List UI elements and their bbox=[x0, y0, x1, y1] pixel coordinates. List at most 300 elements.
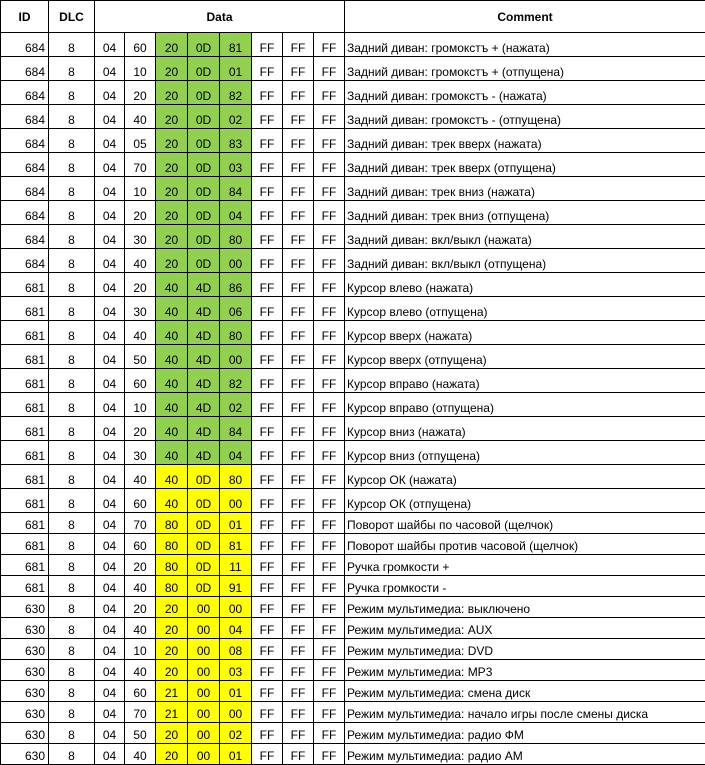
data-byte-1-cell: 40 bbox=[125, 249, 156, 273]
data-byte-5-cell: FF bbox=[252, 597, 283, 618]
data-byte-1-cell: 10 bbox=[125, 639, 156, 660]
comment-cell: Курсор ОК (отпущена) bbox=[345, 489, 705, 513]
comment-cell: Поворот шайбы против часовой (щелчок) bbox=[345, 534, 705, 555]
data-byte-7-cell: FF bbox=[314, 597, 345, 618]
id-cell: 684 bbox=[1, 129, 49, 153]
comment-cell: Режим мультимедиа: радио АМ bbox=[345, 744, 705, 765]
table-row bbox=[1, 744, 705, 765]
data-byte-7-cell: FF bbox=[314, 225, 345, 249]
data-byte-4-cell: 00 bbox=[220, 597, 252, 618]
data-byte-6-cell: FF bbox=[283, 345, 314, 369]
data-byte-6-cell: FF bbox=[283, 723, 314, 744]
data-byte-0-cell: 04 bbox=[95, 393, 125, 417]
data-byte-6-cell: FF bbox=[283, 441, 314, 465]
id-cell: 684 bbox=[1, 105, 49, 129]
data-byte-0-cell: 04 bbox=[95, 249, 125, 273]
data-byte-5-cell: FF bbox=[252, 225, 283, 249]
data-byte-0-cell: 04 bbox=[95, 555, 125, 576]
data-byte-2-cell: 20 bbox=[156, 57, 188, 81]
data-byte-6-cell: FF bbox=[283, 201, 314, 225]
data-byte-7-cell: FF bbox=[314, 201, 345, 225]
data-byte-6-cell: FF bbox=[283, 660, 314, 681]
data-byte-0-cell: 04 bbox=[95, 513, 125, 534]
data-byte-4-cell: 82 bbox=[220, 369, 252, 393]
data-byte-2-cell: 80 bbox=[156, 534, 188, 555]
data-byte-3-cell: 0D bbox=[188, 555, 220, 576]
data-byte-3-cell: 00 bbox=[188, 681, 220, 702]
data-byte-4-cell: 83 bbox=[220, 129, 252, 153]
data-byte-0-cell: 04 bbox=[95, 129, 125, 153]
data-byte-0-cell: 04 bbox=[95, 81, 125, 105]
id-cell: 684 bbox=[1, 201, 49, 225]
data-byte-6-cell: FF bbox=[283, 177, 314, 201]
data-byte-0-cell: 04 bbox=[95, 441, 125, 465]
comment-cell: Задний диван: громокстъ + (нажата) bbox=[345, 33, 705, 57]
table-row bbox=[1, 393, 705, 417]
data-byte-2-cell: 20 bbox=[156, 153, 188, 177]
data-byte-1-cell: 50 bbox=[125, 345, 156, 369]
table-row bbox=[1, 177, 705, 201]
data-byte-0-cell: 04 bbox=[95, 744, 125, 765]
data-byte-7-cell: FF bbox=[314, 681, 345, 702]
data-byte-6-cell: FF bbox=[283, 105, 314, 129]
data-byte-6-cell: FF bbox=[283, 534, 314, 555]
data-byte-4-cell: 91 bbox=[220, 576, 252, 597]
data-byte-4-cell: 82 bbox=[220, 81, 252, 105]
table-row bbox=[1, 465, 705, 489]
data-byte-0-cell: 04 bbox=[95, 33, 125, 57]
comment-cell: Режим мультимедиа: AUX bbox=[345, 618, 705, 639]
comment-cell: Курсор вниз (нажата) bbox=[345, 417, 705, 441]
data-byte-4-cell: 03 bbox=[220, 660, 252, 681]
data-byte-6-cell: FF bbox=[283, 369, 314, 393]
comment-cell: Курсор вниз (отпущена) bbox=[345, 441, 705, 465]
id-cell: 681 bbox=[1, 273, 49, 297]
data-byte-7-cell: FF bbox=[314, 489, 345, 513]
dlc-cell: 8 bbox=[49, 723, 95, 744]
data-byte-4-cell: 84 bbox=[220, 177, 252, 201]
dlc-cell: 8 bbox=[49, 555, 95, 576]
table-row bbox=[1, 153, 705, 177]
data-byte-1-cell: 60 bbox=[125, 681, 156, 702]
id-cell: 681 bbox=[1, 321, 49, 345]
data-byte-0-cell: 04 bbox=[95, 723, 125, 744]
header-id: ID bbox=[1, 1, 49, 33]
data-byte-3-cell: 0D bbox=[188, 534, 220, 555]
data-byte-5-cell: FF bbox=[252, 681, 283, 702]
data-byte-5-cell: FF bbox=[252, 321, 283, 345]
comment-cell: Режим мультимедиа: DVD bbox=[345, 639, 705, 660]
dlc-cell: 8 bbox=[49, 513, 95, 534]
data-byte-3-cell: 0D bbox=[188, 177, 220, 201]
id-cell: 681 bbox=[1, 417, 49, 441]
data-byte-4-cell: 06 bbox=[220, 297, 252, 321]
data-byte-4-cell: 84 bbox=[220, 417, 252, 441]
data-byte-4-cell: 04 bbox=[220, 618, 252, 639]
data-byte-2-cell: 40 bbox=[156, 417, 188, 441]
data-byte-6-cell: FF bbox=[283, 153, 314, 177]
data-byte-0-cell: 04 bbox=[95, 660, 125, 681]
data-byte-7-cell: FF bbox=[314, 297, 345, 321]
data-byte-0-cell: 04 bbox=[95, 297, 125, 321]
data-byte-6-cell: FF bbox=[283, 681, 314, 702]
table-row bbox=[1, 702, 705, 723]
data-byte-5-cell: FF bbox=[252, 702, 283, 723]
data-byte-3-cell: 00 bbox=[188, 702, 220, 723]
data-byte-2-cell: 40 bbox=[156, 489, 188, 513]
data-byte-4-cell: 08 bbox=[220, 639, 252, 660]
id-cell: 681 bbox=[1, 297, 49, 321]
data-byte-3-cell: 0D bbox=[188, 513, 220, 534]
data-byte-2-cell: 20 bbox=[156, 105, 188, 129]
data-byte-2-cell: 20 bbox=[156, 744, 188, 765]
data-byte-2-cell: 20 bbox=[156, 201, 188, 225]
data-byte-6-cell: FF bbox=[283, 129, 314, 153]
data-byte-2-cell: 20 bbox=[156, 177, 188, 201]
data-byte-6-cell: FF bbox=[283, 489, 314, 513]
dlc-cell: 8 bbox=[49, 393, 95, 417]
data-byte-0-cell: 04 bbox=[95, 177, 125, 201]
dlc-cell: 8 bbox=[49, 321, 95, 345]
data-byte-4-cell: 01 bbox=[220, 513, 252, 534]
table-row bbox=[1, 297, 705, 321]
data-byte-3-cell: 4D bbox=[188, 273, 220, 297]
data-byte-5-cell: FF bbox=[252, 441, 283, 465]
data-byte-3-cell: 00 bbox=[188, 660, 220, 681]
comment-cell: Курсор вверх (нажата) bbox=[345, 321, 705, 345]
id-cell: 684 bbox=[1, 225, 49, 249]
table-row bbox=[1, 201, 705, 225]
data-byte-0-cell: 04 bbox=[95, 702, 125, 723]
data-byte-1-cell: 20 bbox=[125, 555, 156, 576]
data-byte-4-cell: 04 bbox=[220, 201, 252, 225]
data-byte-2-cell: 40 bbox=[156, 441, 188, 465]
table-row bbox=[1, 681, 705, 702]
data-byte-0-cell: 04 bbox=[95, 225, 125, 249]
data-byte-2-cell: 40 bbox=[156, 345, 188, 369]
id-cell: 681 bbox=[1, 345, 49, 369]
data-byte-1-cell: 20 bbox=[125, 417, 156, 441]
data-byte-5-cell: FF bbox=[252, 723, 283, 744]
comment-cell: Ручка громкости + bbox=[345, 555, 705, 576]
data-byte-4-cell: 00 bbox=[220, 345, 252, 369]
data-byte-0-cell: 04 bbox=[95, 465, 125, 489]
dlc-cell: 8 bbox=[49, 345, 95, 369]
data-byte-7-cell: FF bbox=[314, 153, 345, 177]
dlc-cell: 8 bbox=[49, 702, 95, 723]
data-byte-6-cell: FF bbox=[283, 249, 314, 273]
data-byte-5-cell: FF bbox=[252, 345, 283, 369]
comment-cell: Курсор вверх (отпущена) bbox=[345, 345, 705, 369]
id-cell: 681 bbox=[1, 393, 49, 417]
comment-cell: Курсор влево (отпущена) bbox=[345, 297, 705, 321]
data-byte-0-cell: 04 bbox=[95, 681, 125, 702]
dlc-cell: 8 bbox=[49, 153, 95, 177]
dlc-cell: 8 bbox=[49, 225, 95, 249]
id-cell: 681 bbox=[1, 489, 49, 513]
table-row bbox=[1, 249, 705, 273]
dlc-cell: 8 bbox=[49, 639, 95, 660]
data-byte-7-cell: FF bbox=[314, 177, 345, 201]
comment-cell: Курсор ОК (нажата) bbox=[345, 465, 705, 489]
dlc-cell: 8 bbox=[49, 576, 95, 597]
comment-cell: Ручка громкости - bbox=[345, 576, 705, 597]
data-byte-5-cell: FF bbox=[252, 513, 283, 534]
data-byte-7-cell: FF bbox=[314, 81, 345, 105]
data-byte-4-cell: 01 bbox=[220, 744, 252, 765]
data-byte-3-cell: 00 bbox=[188, 618, 220, 639]
data-byte-5-cell: FF bbox=[252, 177, 283, 201]
id-cell: 630 bbox=[1, 723, 49, 744]
data-byte-7-cell: FF bbox=[314, 441, 345, 465]
data-byte-7-cell: FF bbox=[314, 393, 345, 417]
table-row bbox=[1, 129, 705, 153]
id-cell: 684 bbox=[1, 81, 49, 105]
data-byte-5-cell: FF bbox=[252, 744, 283, 765]
data-byte-3-cell: 4D bbox=[188, 417, 220, 441]
data-byte-3-cell: 0D bbox=[188, 576, 220, 597]
data-byte-3-cell: 0D bbox=[188, 33, 220, 57]
data-byte-6-cell: FF bbox=[283, 618, 314, 639]
data-byte-7-cell: FF bbox=[314, 723, 345, 744]
data-byte-6-cell: FF bbox=[283, 33, 314, 57]
data-byte-7-cell: FF bbox=[314, 33, 345, 57]
data-byte-1-cell: 10 bbox=[125, 57, 156, 81]
table-row bbox=[1, 345, 705, 369]
comment-cell: Курсор влево (нажата) bbox=[345, 273, 705, 297]
data-byte-1-cell: 30 bbox=[125, 297, 156, 321]
data-byte-0-cell: 04 bbox=[95, 105, 125, 129]
data-byte-1-cell: 50 bbox=[125, 723, 156, 744]
data-byte-1-cell: 30 bbox=[125, 225, 156, 249]
data-byte-3-cell: 0D bbox=[188, 153, 220, 177]
data-byte-3-cell: 00 bbox=[188, 744, 220, 765]
data-byte-3-cell: 4D bbox=[188, 369, 220, 393]
data-byte-3-cell: 0D bbox=[188, 57, 220, 81]
data-byte-1-cell: 70 bbox=[125, 513, 156, 534]
data-byte-2-cell: 20 bbox=[156, 81, 188, 105]
table-row bbox=[1, 513, 705, 534]
data-byte-5-cell: FF bbox=[252, 576, 283, 597]
data-byte-1-cell: 20 bbox=[125, 273, 156, 297]
comment-cell: Режим мультимедиа: выключено bbox=[345, 597, 705, 618]
dlc-cell: 8 bbox=[49, 597, 95, 618]
comment-cell: Задний диван: трек вверх (нажата) bbox=[345, 129, 705, 153]
dlc-cell: 8 bbox=[49, 297, 95, 321]
data-byte-3-cell: 0D bbox=[188, 201, 220, 225]
data-byte-5-cell: FF bbox=[252, 660, 283, 681]
table-row bbox=[1, 723, 705, 744]
dlc-cell: 8 bbox=[49, 201, 95, 225]
data-byte-4-cell: 81 bbox=[220, 33, 252, 57]
data-byte-5-cell: FF bbox=[252, 249, 283, 273]
data-byte-7-cell: FF bbox=[314, 249, 345, 273]
data-byte-6-cell: FF bbox=[283, 513, 314, 534]
table-row bbox=[1, 489, 705, 513]
data-byte-3-cell: 0D bbox=[188, 81, 220, 105]
data-byte-5-cell: FF bbox=[252, 465, 283, 489]
data-byte-4-cell: 00 bbox=[220, 249, 252, 273]
data-byte-5-cell: FF bbox=[252, 105, 283, 129]
id-cell: 681 bbox=[1, 465, 49, 489]
data-byte-0-cell: 04 bbox=[95, 153, 125, 177]
data-byte-7-cell: FF bbox=[314, 417, 345, 441]
comment-cell: Задний диван: трек вверх (отпущена) bbox=[345, 153, 705, 177]
data-byte-1-cell: 40 bbox=[125, 576, 156, 597]
data-byte-0-cell: 04 bbox=[95, 597, 125, 618]
data-byte-6-cell: FF bbox=[283, 273, 314, 297]
data-byte-3-cell: 4D bbox=[188, 345, 220, 369]
data-byte-7-cell: FF bbox=[314, 660, 345, 681]
data-byte-4-cell: 11 bbox=[220, 555, 252, 576]
id-cell: 630 bbox=[1, 639, 49, 660]
data-byte-0-cell: 04 bbox=[95, 618, 125, 639]
dlc-cell: 8 bbox=[49, 273, 95, 297]
table-row bbox=[1, 441, 705, 465]
dlc-cell: 8 bbox=[49, 249, 95, 273]
dlc-cell: 8 bbox=[49, 441, 95, 465]
data-byte-4-cell: 80 bbox=[220, 465, 252, 489]
data-byte-7-cell: FF bbox=[314, 129, 345, 153]
data-byte-2-cell: 40 bbox=[156, 273, 188, 297]
data-byte-1-cell: 40 bbox=[125, 618, 156, 639]
comment-cell: Задний диван: трек вниз (нажата) bbox=[345, 177, 705, 201]
id-cell: 684 bbox=[1, 33, 49, 57]
data-byte-1-cell: 70 bbox=[125, 153, 156, 177]
data-byte-0-cell: 04 bbox=[95, 273, 125, 297]
data-byte-2-cell: 21 bbox=[156, 681, 188, 702]
table-row bbox=[1, 81, 705, 105]
comment-cell: Режим мультимедиа: радио ФМ bbox=[345, 723, 705, 744]
data-byte-4-cell: 80 bbox=[220, 321, 252, 345]
data-byte-5-cell: FF bbox=[252, 129, 283, 153]
data-byte-1-cell: 60 bbox=[125, 534, 156, 555]
id-cell: 681 bbox=[1, 576, 49, 597]
data-byte-3-cell: 0D bbox=[188, 249, 220, 273]
data-byte-7-cell: FF bbox=[314, 513, 345, 534]
data-byte-5-cell: FF bbox=[252, 273, 283, 297]
data-byte-4-cell: 01 bbox=[220, 57, 252, 81]
data-byte-1-cell: 40 bbox=[125, 660, 156, 681]
comment-cell: Курсор вправо (отпущена) bbox=[345, 393, 705, 417]
dlc-cell: 8 bbox=[49, 33, 95, 57]
comment-cell: Задний диван: вкл/выкл (нажата) bbox=[345, 225, 705, 249]
data-byte-7-cell: FF bbox=[314, 702, 345, 723]
data-byte-4-cell: 00 bbox=[220, 702, 252, 723]
id-cell: 681 bbox=[1, 513, 49, 534]
data-byte-5-cell: FF bbox=[252, 639, 283, 660]
data-byte-4-cell: 81 bbox=[220, 534, 252, 555]
data-byte-4-cell: 02 bbox=[220, 723, 252, 744]
data-byte-5-cell: FF bbox=[252, 555, 283, 576]
dlc-cell: 8 bbox=[49, 57, 95, 81]
data-byte-2-cell: 80 bbox=[156, 513, 188, 534]
data-byte-5-cell: FF bbox=[252, 201, 283, 225]
data-byte-7-cell: FF bbox=[314, 321, 345, 345]
data-byte-6-cell: FF bbox=[283, 597, 314, 618]
data-byte-5-cell: FF bbox=[252, 33, 283, 57]
data-byte-2-cell: 20 bbox=[156, 618, 188, 639]
data-byte-2-cell: 40 bbox=[156, 465, 188, 489]
data-byte-5-cell: FF bbox=[252, 489, 283, 513]
table-row bbox=[1, 105, 705, 129]
data-byte-7-cell: FF bbox=[314, 345, 345, 369]
table-row bbox=[1, 369, 705, 393]
data-byte-3-cell: 00 bbox=[188, 723, 220, 744]
table-row bbox=[1, 597, 705, 618]
data-byte-3-cell: 00 bbox=[188, 639, 220, 660]
data-byte-2-cell: 20 bbox=[156, 225, 188, 249]
data-byte-2-cell: 40 bbox=[156, 321, 188, 345]
comment-cell: Режим мультимедиа: начало игры после смены диска bbox=[345, 702, 705, 723]
data-byte-2-cell: 20 bbox=[156, 660, 188, 681]
data-byte-5-cell: FF bbox=[252, 417, 283, 441]
data-byte-3-cell: 4D bbox=[188, 321, 220, 345]
data-byte-2-cell: 20 bbox=[156, 249, 188, 273]
data-byte-3-cell: 4D bbox=[188, 297, 220, 321]
id-cell: 681 bbox=[1, 369, 49, 393]
data-byte-2-cell: 40 bbox=[156, 393, 188, 417]
id-cell: 630 bbox=[1, 597, 49, 618]
header-dlc: DLC bbox=[49, 1, 95, 33]
header-comment: Comment bbox=[345, 1, 705, 33]
data-byte-0-cell: 04 bbox=[95, 345, 125, 369]
data-byte-2-cell: 20 bbox=[156, 723, 188, 744]
data-byte-0-cell: 04 bbox=[95, 534, 125, 555]
data-byte-7-cell: FF bbox=[314, 639, 345, 660]
data-byte-7-cell: FF bbox=[314, 465, 345, 489]
data-byte-0-cell: 04 bbox=[95, 639, 125, 660]
data-byte-2-cell: 80 bbox=[156, 576, 188, 597]
data-byte-1-cell: 10 bbox=[125, 177, 156, 201]
data-byte-5-cell: FF bbox=[252, 618, 283, 639]
id-cell: 681 bbox=[1, 555, 49, 576]
id-cell: 684 bbox=[1, 57, 49, 81]
comment-cell: Режим мультимедиа: MP3 bbox=[345, 660, 705, 681]
data-byte-6-cell: FF bbox=[283, 57, 314, 81]
comment-cell: Задний диван: громокстъ - (нажата) bbox=[345, 81, 705, 105]
comment-cell: Поворот шайбы по часовой (щелчок) bbox=[345, 513, 705, 534]
data-byte-4-cell: 01 bbox=[220, 681, 252, 702]
data-byte-2-cell: 20 bbox=[156, 597, 188, 618]
dlc-cell: 8 bbox=[49, 417, 95, 441]
data-byte-7-cell: FF bbox=[314, 57, 345, 81]
data-byte-0-cell: 04 bbox=[95, 417, 125, 441]
header-data: Data bbox=[95, 1, 345, 33]
data-byte-0-cell: 04 bbox=[95, 321, 125, 345]
data-byte-0-cell: 04 bbox=[95, 576, 125, 597]
data-byte-1-cell: 10 bbox=[125, 393, 156, 417]
data-byte-5-cell: FF bbox=[252, 534, 283, 555]
dlc-cell: 8 bbox=[49, 177, 95, 201]
dlc-cell: 8 bbox=[49, 660, 95, 681]
data-byte-2-cell: 20 bbox=[156, 33, 188, 57]
data-byte-6-cell: FF bbox=[283, 576, 314, 597]
dlc-cell: 8 bbox=[49, 369, 95, 393]
data-byte-4-cell: 00 bbox=[220, 489, 252, 513]
data-byte-4-cell: 02 bbox=[220, 105, 252, 129]
data-byte-1-cell: 20 bbox=[125, 81, 156, 105]
table-row bbox=[1, 534, 705, 555]
data-byte-5-cell: FF bbox=[252, 81, 283, 105]
table-body bbox=[1, 33, 705, 765]
data-byte-6-cell: FF bbox=[283, 465, 314, 489]
data-byte-7-cell: FF bbox=[314, 105, 345, 129]
data-byte-3-cell: 0D bbox=[188, 465, 220, 489]
id-cell: 681 bbox=[1, 534, 49, 555]
comment-cell: Задний диван: громокстъ - (отпущена) bbox=[345, 105, 705, 129]
comment-cell: Задний диван: громокстъ + (отпущена) bbox=[345, 57, 705, 81]
